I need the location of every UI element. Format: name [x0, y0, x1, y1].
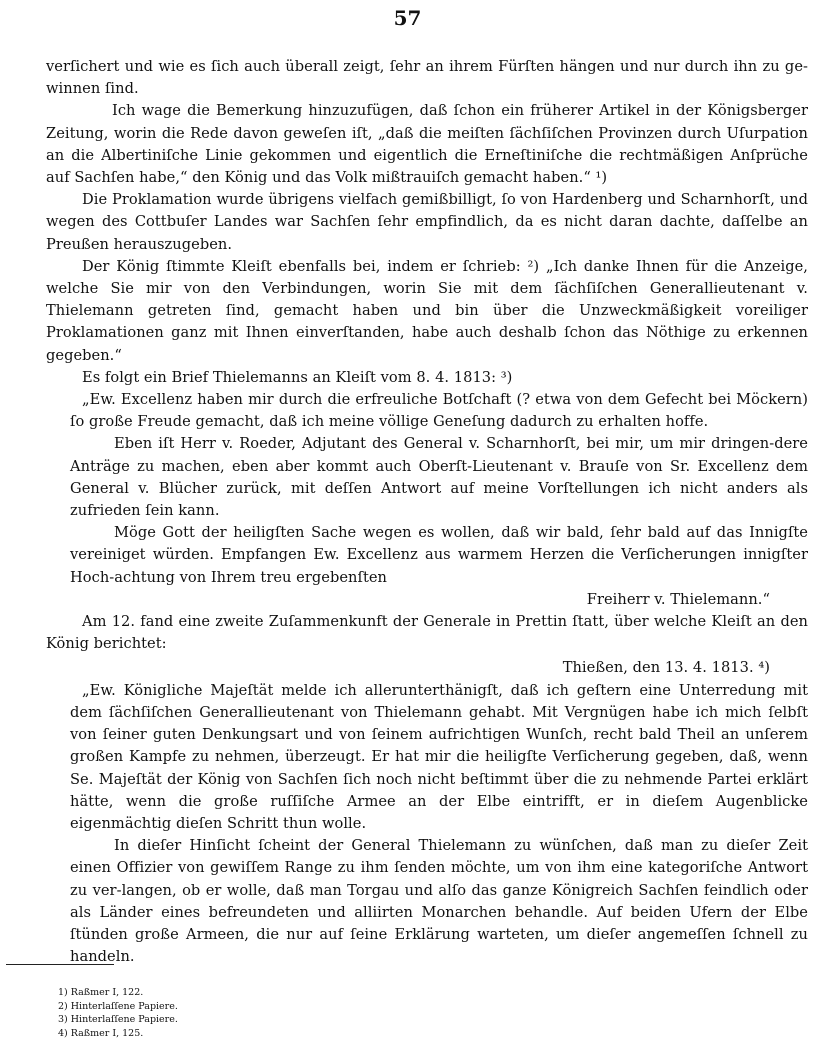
paragraph-king-reply: Der König ſtimmte Kleiſt ebenfalls bei, indem er ſchrieb: ²) „Ich danke Ihnen für die Anzeige, welche Sie mir von den Verbindungen, worin Sie mit dem ſächſiſchen Generallieutenant v. Thielemann getreten ſind, gemacht haben und bin über die Unzweckmäßigkeit voreiliger Proklamationen ganz mit Ihnen einverſtanden, habe auch deshalb ſchon das Nöthige zu erkennen gegeben.“: [46, 257, 808, 364]
footnotes: [58, 986, 358, 1040]
paragraph-remark: Ich wage die Bemerkung hinzuzufügen, daß ſchon ein früherer Artikel in der Königsberger Zeitung, worin die Rede davon geweſen iſt, „daß die meiſten ſächſiſchen Provinzen durch Uſurpation an die Albertiniſche Linie gekommen und eigentlich die Erneſtiniſche die rechtmäßigen Anſprüche auf Sachſen habe,“ den König und das Volk mißtrauiſch gemacht haben.“ ¹): [46, 102, 808, 187]
footnote-rule: [6, 964, 114, 965]
paragraph-transition: Am 12. fand eine zweite Zuſammenkunft der Generale in Prettin ſtatt, über welche Kleiſt an den König berichtet:: [46, 613, 808, 653]
paragraph-continuation: verſichert und wie es ſich auch überall zeigt, ſehr an ihrem Fürſten hängen und nur durch ihn zu ge-winnen ſind.: [46, 58, 808, 98]
letter1-signature-line: [46, 589, 808, 611]
letter1-paragraph-2: Eben iſt Herr v. Roeder, Adjutant des General v. Scharnhorſt, bei mir, um mir dringen-dere Anträge zu machen, eben aber kommt auch Oberſt-Lieutenant v. Brauſe von Sr. Excellenz dem General v. Blücher zurück, mit deſſen Antwort auf meine Vorſtellungen ich nicht anders als zufrieden ſein kann.: [70, 435, 808, 520]
letter2-dateline: Thießen, den 13. 4. 1813. ⁴): [562, 659, 770, 677]
main-text: [46, 56, 808, 968]
letter1-paragraph-1: „Ew. Excellenz haben mir durch die erfreuliche Botſchaft (? etwa von dem Gefecht bei Möckern) ſo große Freude gemacht, daß ich meine völlige Geneſung dadurch zu erhalten hoffe.: [70, 391, 808, 431]
footnote-4: 4) Raßmer I, 125.: [58, 1027, 144, 1039]
page-number: 57: [393, 6, 422, 30]
paragraph-proclamation: Die Proklamation wurde übrigens vielfach gemißbilligt, ſo von Hardenberg und Scharnhorſt, und wegen des Cottbuſer Landes war Sachſen ſehr empfindlich, da es nicht daran dachte, daſſelbe an Preußen herauszugeben.: [46, 191, 808, 253]
paragraph-letter-intro: Es folgt ein Brief Thielemanns an Kleiſt vom 8. 4. 1813: ³): [82, 368, 513, 386]
footnote-1: 1) Raßmer I, 122.: [58, 987, 144, 998]
footnote-2: 2) Hinterlaſſene Papiere.: [58, 1000, 178, 1012]
footnote-3: 3) Hinterlaſſene Papiere.: [58, 1014, 178, 1026]
letter1-signature: Freiherr v. Thielemann.“: [586, 590, 770, 608]
letter1-paragraph-3: Möge Gott der heiligſten Sache wegen es wollen, daß wir bald, ſehr bald auf das Innigſte vereiniget würden. Empfangen Ew. Excellenz aus warmem Herzen die Verſicherungen innigſter Hoch-achtung von Ihrem treu ergebenſten: [70, 524, 808, 586]
letter2-paragraph-2: In dieſer Hinſicht ſcheint der General Thielemann zu wünſchen, daß man zu dieſer Zeit einen Offizier von gewiſſem Range zu ihm ſenden möchte, um von ihm eine kategoriſche Antwort zu ver-langen, ob er wolle, daß man Torgau und alſo das ganze Königreich Sachſen feindlich oder als Länder eines befreundeten und alliirten Monarchen behandle. Auf beiden Ufern der Elbe ſtünden große Armeen, die nur auf ſeine Erklärung warteten, um dieſer angemeſſen ſchnell zu handeln.: [70, 837, 808, 966]
letter2-paragraph-1: „Ew. Königliche Majeſtät melde ich allerunterthänigſt, daß ich geſtern eine Unterredung mit dem ſächſiſchen Generallieutenant von Thielemann gehabt. Mit Vergnügen habe ich mich ſelbſt von ſeiner guten Denkungsart und von ſeinem aufrichtigen Wunſch, recht bald Theil an unſerem großen Kampfe zu nehmen, überzeugt. Er hat mir die heiligſte Verſicherung gegeben, daß, wenn Se. Majeſtät der König von Sachſen ſich noch nicht beſtimmt über die zu nehmende Partei erklärt hätte, wenn die große ruſſiſche Armee an der Elbe eintrifft, er in dieſem Augenblicke eigenmächtig dieſen Schritt thun wolle.: [70, 681, 808, 832]
